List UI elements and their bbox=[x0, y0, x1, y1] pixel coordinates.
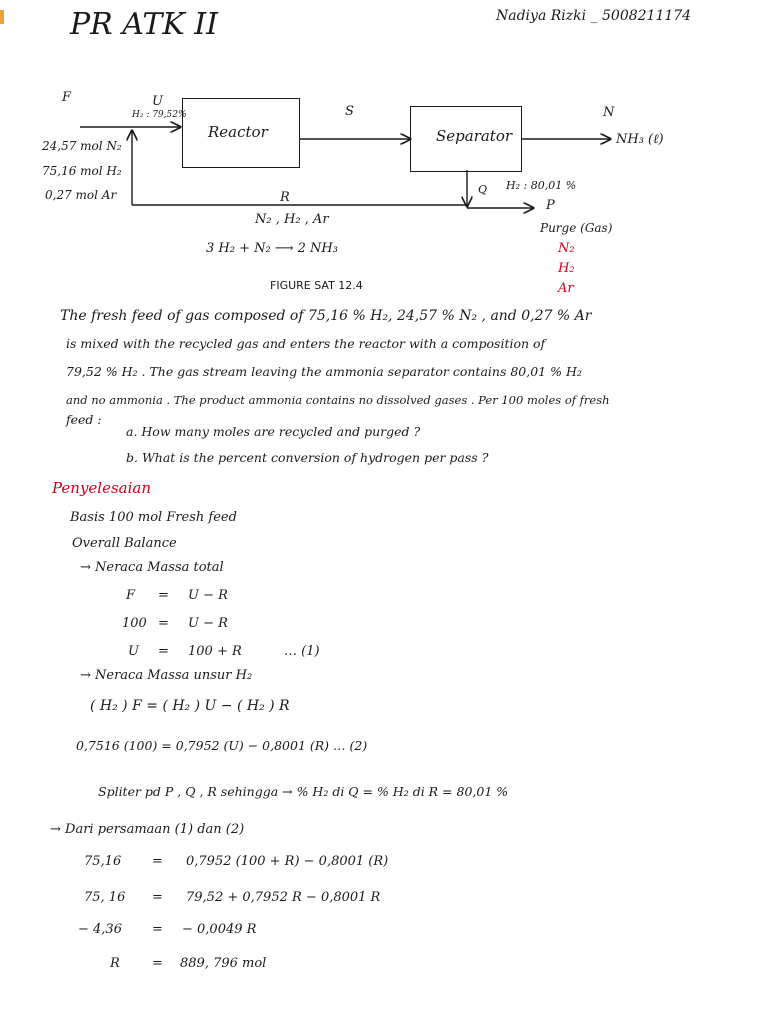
purge-ar: Ar bbox=[558, 281, 574, 296]
eq7-left: 75, 16 bbox=[84, 890, 126, 905]
problem-line-3: 79,52 % H₂ . The gas stream leaving the ammonia separator contains 80,01 % H₂ bbox=[66, 364, 582, 379]
author-name: Nadiya Rizki _ 5008211174 bbox=[496, 8, 692, 24]
page-title: PR ATK II bbox=[70, 7, 218, 42]
eq8-left: − 4,36 bbox=[78, 922, 122, 937]
eq8-right: − 0,0049 R bbox=[182, 922, 257, 937]
reactor-label: Reactor bbox=[208, 123, 268, 141]
label-U-composition: H₂ : 79,52% bbox=[132, 110, 187, 120]
feed-ar: 0,27 mol Ar bbox=[45, 188, 117, 202]
feed-n2: 24,57 mol N₂ bbox=[42, 139, 122, 153]
eq1-right: U − R bbox=[188, 588, 228, 603]
eq6-left: 75,16 bbox=[84, 854, 122, 869]
label-F: F bbox=[62, 90, 72, 105]
eq7-equals: = bbox=[152, 890, 163, 905]
eq6-equals: = bbox=[152, 854, 163, 869]
eq9-equals: = bbox=[152, 956, 163, 971]
figure-caption: FIGURE SAT 12.4 bbox=[270, 279, 363, 292]
eq3-tag: … (1) bbox=[284, 644, 320, 659]
eq2-right: U − R bbox=[188, 616, 228, 631]
question-b: b. What is the percent conversion of hydrogen per pass ? bbox=[126, 450, 489, 465]
eq3-left: U bbox=[128, 644, 139, 659]
purge-label: Purge (Gas) bbox=[540, 221, 613, 235]
eq2-left: 100 bbox=[122, 616, 147, 631]
eq2-equals: = bbox=[158, 616, 169, 631]
eq1-left: F bbox=[126, 588, 136, 603]
neraca-total: → Neraca Massa total bbox=[80, 560, 224, 575]
reaction-equation: 3 H₂ + N₂ ⟶ 2 NH₃ bbox=[206, 241, 338, 256]
splitter-line: Spliter pd P , Q , R sehingga → % H₂ di Q = % H₂ di R = 80,01 % bbox=[98, 784, 509, 799]
eq8-equals: = bbox=[152, 922, 163, 937]
problem-line-5: feed : bbox=[66, 412, 102, 427]
label-Q: Q bbox=[478, 183, 488, 196]
question-a: a. How many moles are recycled and purged ? bbox=[126, 424, 421, 439]
eq5-h2-numeric: 0,7516 (100) = 0,7952 (U) − 0,8001 (R) … (2) bbox=[76, 738, 368, 753]
eq3-equals: = bbox=[158, 644, 169, 659]
eq9-right: 889, 796 mol bbox=[180, 956, 267, 971]
eq7-right: 79,52 + 0,7952 R − 0,8001 R bbox=[186, 890, 381, 905]
overall-balance: Overall Balance bbox=[72, 536, 177, 551]
recycle-composition: N₂ , H₂ , Ar bbox=[255, 212, 329, 227]
separator-label: Separator bbox=[436, 127, 513, 145]
eq4-h2-balance: ( H₂ ) F = ( H₂ ) U − ( H₂ ) R bbox=[90, 698, 290, 714]
label-U: U bbox=[152, 94, 163, 109]
problem-line-1: The fresh feed of gas composed of 75,16 % H₂, 24,57 % N₂ , and 0,27 % Ar bbox=[60, 308, 592, 324]
neraca-unsur: → Neraca Massa unsur H₂ bbox=[80, 668, 253, 683]
eq3-right: 100 + R bbox=[188, 644, 242, 659]
basis-line: Basis 100 mol Fresh feed bbox=[70, 510, 237, 525]
q-composition: H₂ : 80,01 % bbox=[506, 179, 577, 192]
purge-h2: H₂ bbox=[558, 261, 575, 276]
solution-heading: Penyelesaian bbox=[52, 479, 152, 497]
eq1-equals: = bbox=[158, 588, 169, 603]
label-N: N bbox=[603, 105, 615, 120]
label-P: P bbox=[546, 198, 555, 213]
problem-line-4: and no ammonia . The product ammonia contains no dissolved gases . Per 100 moles of fresh bbox=[66, 393, 610, 407]
problem-line-2: is mixed with the recycled gas and enters the reactor with a composition of bbox=[66, 336, 546, 351]
eq6-right: 0,7952 (100 + R) − 0,8001 (R) bbox=[186, 854, 389, 869]
product-nh3: NH₃ (ℓ) bbox=[616, 132, 664, 147]
dari-persamaan: → Dari persamaan (1) dan (2) bbox=[50, 822, 245, 837]
label-R: R bbox=[280, 190, 290, 205]
purge-n2: N₂ bbox=[558, 241, 575, 256]
label-S: S bbox=[345, 104, 354, 119]
eq9-left: R bbox=[110, 956, 120, 971]
feed-h2: 75,16 mol H₂ bbox=[42, 164, 122, 178]
